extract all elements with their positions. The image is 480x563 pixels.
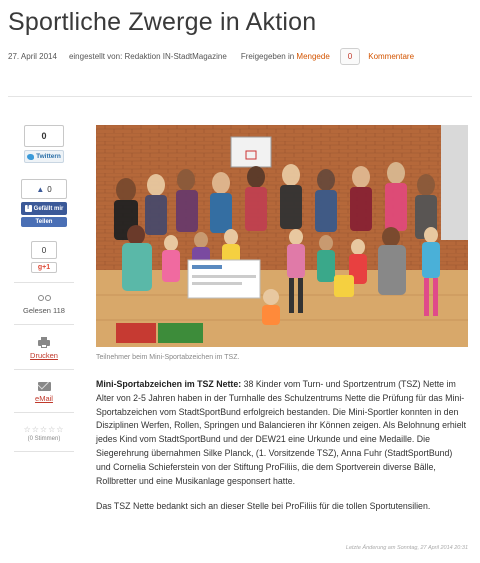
thumbs-up-icon: ▲: [36, 184, 45, 194]
last-modified: Letzte Änderung am Sonntag, 27 April 2014 20:31: [345, 545, 468, 551]
email-link[interactable]: eMail: [35, 394, 53, 403]
email-icon[interactable]: [38, 382, 51, 391]
article-paragraph-1: [96, 378, 468, 488]
rating-stars[interactable]: ☆☆☆☆☆: [23, 425, 65, 434]
gplus-count: 0: [31, 241, 57, 259]
facebook-icon: f: [25, 205, 32, 212]
article-meta: [8, 48, 472, 65]
twitter-label: Twittern: [36, 153, 61, 160]
gplus-button[interactable]: g+1: [31, 262, 57, 273]
sidebar-divider: [14, 451, 74, 452]
article-body: [96, 378, 468, 526]
page-title: Sportliche Zwerge in Aktion: [8, 8, 317, 36]
article-lead: Mini-Sportabzeichen im TSZ Nette:: [96, 379, 242, 389]
twitter-count: 0: [24, 125, 64, 147]
sidebar-divider: [14, 369, 74, 370]
facebook-like-button[interactable]: [21, 202, 67, 215]
print-link[interactable]: Drucken: [30, 351, 58, 360]
views-glasses-icon: [37, 295, 51, 303]
facebook-count: [21, 179, 67, 199]
group-photo-illustration: [96, 125, 468, 347]
article-text-1: 38 Kinder vom Turn- und Sportzentrum (TSZ) Nette im Alter von 2-5 Jahren haben in der Turnhalle des Schulzentrums Nette die Prüfung für das Mini-Sportabzeichen vom StadtSportBund erfolgreich bestanden. Die Mini-Sportler konnten in den Disziplinen Werfen, Rollen, Springen und Balancieren ihr Können zeigen. Als Belohnung erhielt jedes Kind vom StadtSportBund und der DEW21 eine Urkunde und eine Medaille. Die Siegerehrung übernahmen Silke Planck, (1. Vorsitzende TSZ), Anna Fuhr (StadtSportBund) und Cornelia Schieferstein von der Stiftung ProFiliis, die dem Sportverein diverse Bälle, Rollbretter und eine Musikanlage gesponsert hatte.: [96, 379, 467, 486]
comment-count-badge[interactable]: 0: [340, 48, 360, 65]
photo-caption: Teilnehmer beim Mini-Sportabzeichen im TSZ.: [96, 354, 240, 361]
category-link[interactable]: Mengede: [296, 52, 330, 61]
facebook-like-label: Gefällt mir: [33, 205, 64, 212]
sidebar-divider: [14, 282, 74, 283]
header-divider: [8, 96, 472, 97]
share-sidebar: [14, 125, 74, 452]
facebook-share-button[interactable]: Teilen: [21, 217, 67, 227]
twitter-bird-icon: [27, 154, 34, 160]
printer-icon[interactable]: [38, 337, 50, 348]
twitter-button[interactable]: [24, 150, 64, 163]
comments-link[interactable]: Kommentare: [368, 52, 415, 61]
article-photo: [96, 125, 468, 347]
article-paragraph-2: Das TSZ Nette bedankt sich an dieser Stelle bei ProFiliis für die tollen Sportutensilien.: [96, 501, 431, 512]
category-prefix: Freigegeben in: [240, 52, 295, 61]
rating-votes: (0 Stimmen): [27, 436, 61, 442]
publish-date: 27. April 2014: [8, 52, 57, 61]
author: eingestellt von: Redaktion IN-StadtMagazine: [68, 52, 227, 61]
sidebar-divider: [14, 412, 74, 413]
sidebar-divider: [14, 324, 74, 325]
views-count: Gelesen 118: [23, 306, 65, 315]
facebook-count-value: 0: [47, 184, 52, 194]
